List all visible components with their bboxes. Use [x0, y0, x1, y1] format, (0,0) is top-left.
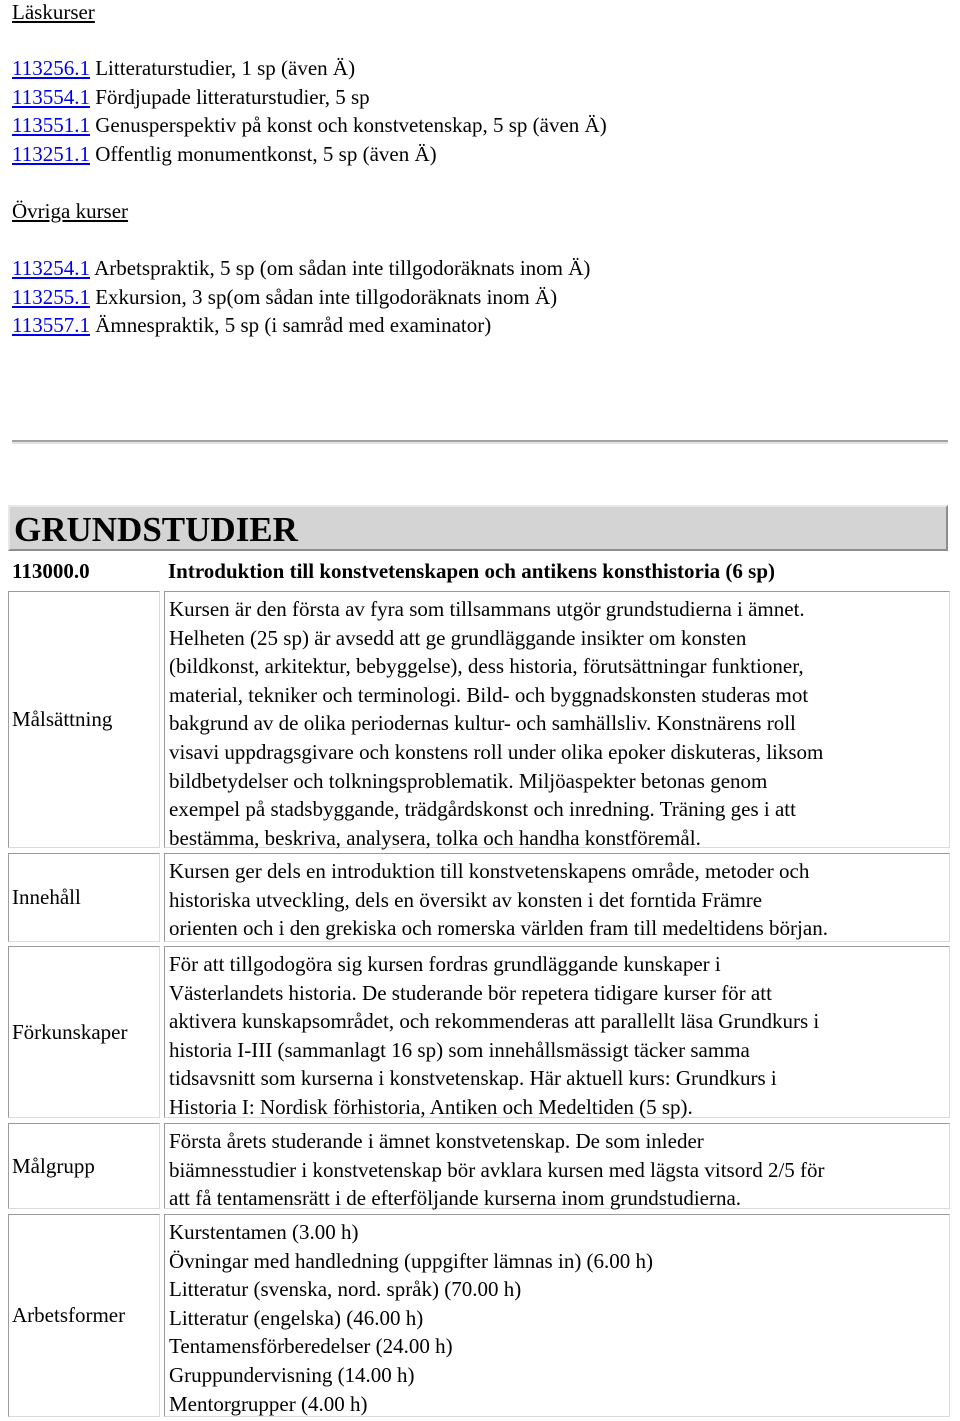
horizontal-divider	[12, 440, 948, 444]
list-item	[12, 111, 607, 140]
course-title: Introduktion till konstvetenskapen och antikens konsthistoria (6 sp)	[168, 559, 776, 583]
reading-courses-list	[12, 54, 607, 168]
text-line: biämnesstudier i konstvetenskap bör avklara kursen med lägsta vitsord 2/5 för	[169, 1157, 825, 1182]
row-text-methods	[164, 1214, 950, 1417]
text-line: Helheten (25 sp) är avsedd att ge grundläggande insikter om konsten	[169, 625, 747, 650]
course-code-link[interactable]: 113254.1	[12, 256, 90, 280]
row-paragraph	[169, 1127, 945, 1213]
text-line: Litteratur (engelska) (46.00 h)	[169, 1305, 424, 1330]
text-line: exempel på stadsbyggande, trädgårdskonst och inredning. Träning ges i att	[169, 797, 796, 822]
row-label-content	[8, 853, 160, 942]
text-line: Västerlandets historia. De studerande bör repetera tidigare kurser för att	[169, 980, 772, 1005]
text-line: bestämma, beskriva, analysera, tolka och handha konstföremål.	[169, 825, 701, 850]
text-line: orienten och i den grekiska och romerska världen fram till medeltidens början.	[169, 916, 828, 941]
text-line: Mentorgrupper (4.00 h)	[169, 1391, 368, 1416]
course-code-link[interactable]: 113251.1	[12, 141, 90, 166]
row-paragraph	[169, 857, 945, 943]
text-line: Historia I: Nordisk förhistoria, Antiken och Medeltiden (5 sp).	[169, 1094, 693, 1119]
course-description: Arbetspraktik, 5 sp (om sådan inte tillgodoräknats inom Ä)	[94, 256, 591, 280]
section-title: GRUNDSTUDIER	[14, 510, 298, 549]
course-description: Litteraturstudier, 1 sp (även Ä)	[95, 56, 356, 80]
text-line: Kurstentamen (3.00 h)	[169, 1220, 359, 1244]
course-code-link[interactable]: 113256.1	[12, 56, 90, 80]
other-courses-list	[12, 254, 590, 340]
row-label-goal	[8, 591, 160, 848]
course-code-link[interactable]: 113255.1	[12, 284, 90, 309]
course-description: Fördjupade litteraturstudier, 5 sp	[95, 84, 370, 109]
text-line: tidsavsnitt som kurserna i konstvetenskap. Här aktuell kurs: Grundkurs i	[169, 1066, 777, 1091]
text-line: Gruppundervisning (14.00 h)	[169, 1362, 415, 1387]
list-item	[12, 311, 590, 340]
text-line: bildbetydelser och tolkningsproblematik. Miljöaspekter betonas genom	[169, 768, 768, 793]
reading-courses-heading: Läskurser	[12, 0, 95, 24]
other-courses-heading: Övriga kurser	[12, 199, 129, 223]
text-line: Tentamensförberedelser (24.00 h)	[169, 1334, 453, 1359]
text-line: bakgrund av de olika periodernas kultur- och samhällsliv. Konstnärens roll	[169, 711, 796, 736]
row-paragraph	[169, 1218, 945, 1418]
course-description: Exkursion, 3 sp(om sådan inte tillgodoräknats inom Ä)	[95, 284, 558, 309]
text-line: aktivera kunskapsområdet, och rekommenderas att parallellt läsa Grundkurs i	[169, 1009, 820, 1034]
row-label: Innehåll	[12, 885, 81, 909]
course-description: Ämnespraktik, 5 sp (i samråd med examinator)	[95, 313, 492, 338]
row-text-prerequisites	[164, 946, 950, 1118]
text-line: Litteratur (svenska, nord. språk) (70.00 h)	[169, 1277, 522, 1302]
row-label: Målgrupp	[12, 1153, 95, 1178]
course-code: 113000.0	[12, 559, 90, 583]
text-line: historia I-III (sammanlagt 16 sp) som innehållsmässigt täcker samma	[169, 1037, 750, 1062]
text-line: (bildkonst, arkitektur, bebyggelse), dess historia, förutsättningar funktioner,	[169, 654, 804, 679]
list-item	[12, 254, 590, 283]
text-line: Övningar med handledning (uppgifter lämnas in) (6.00 h)	[169, 1248, 654, 1273]
list-item	[12, 54, 607, 83]
row-paragraph	[169, 950, 945, 1122]
list-item	[12, 140, 607, 169]
text-line: Kursen är den första av fyra som tillsammans utgör grundstudierna i ämnet.	[169, 597, 805, 621]
text-line: För att tillgodogöra sig kursen fordras grundläggande kunskaper i	[169, 952, 721, 976]
list-item	[12, 283, 590, 312]
text-line: visavi uppdragsgivare och konstens roll under olika epoker diskuteras, liksom	[169, 739, 824, 764]
course-description: Offentlig monumentkonst, 5 sp (även Ä)	[95, 141, 437, 166]
course-description: Genusperspektiv på konst och konstvetenskap, 5 sp (även Ä)	[95, 113, 607, 138]
row-label-audience	[8, 1123, 160, 1209]
row-label: Arbetsformer	[12, 1303, 126, 1327]
section-header-box	[8, 505, 948, 551]
text-line: att få tentamensrätt i de efterföljande kurserna inom grundstudierna.	[169, 1186, 742, 1211]
row-paragraph	[169, 595, 945, 852]
row-label: Målsättning	[12, 707, 113, 731]
row-text-goal	[164, 591, 950, 848]
text-line: Första årets studerande i ämnet konstvetenskap. De som inleder	[169, 1129, 704, 1153]
course-code-link[interactable]: 113557.1	[12, 313, 90, 338]
row-label: Förkunskaper	[12, 1019, 128, 1044]
text-line: material, tekniker och terminologi. Bild- och byggnadskonsten studeras mot	[169, 682, 809, 707]
row-label-methods	[8, 1214, 160, 1417]
row-text-audience	[164, 1123, 950, 1209]
row-text-content	[164, 853, 950, 942]
course-code-link[interactable]: 113551.1	[12, 113, 90, 138]
course-code-link[interactable]: 113554.1	[12, 84, 90, 109]
text-line: historiska utveckling, dels en översikt av konsten i det forntida Främre	[169, 887, 763, 912]
list-item	[12, 83, 607, 112]
text-line: Kursen ger dels en introduktion till konstvetenskapens område, metoder och	[169, 859, 810, 883]
row-label-prerequisites	[8, 946, 160, 1118]
